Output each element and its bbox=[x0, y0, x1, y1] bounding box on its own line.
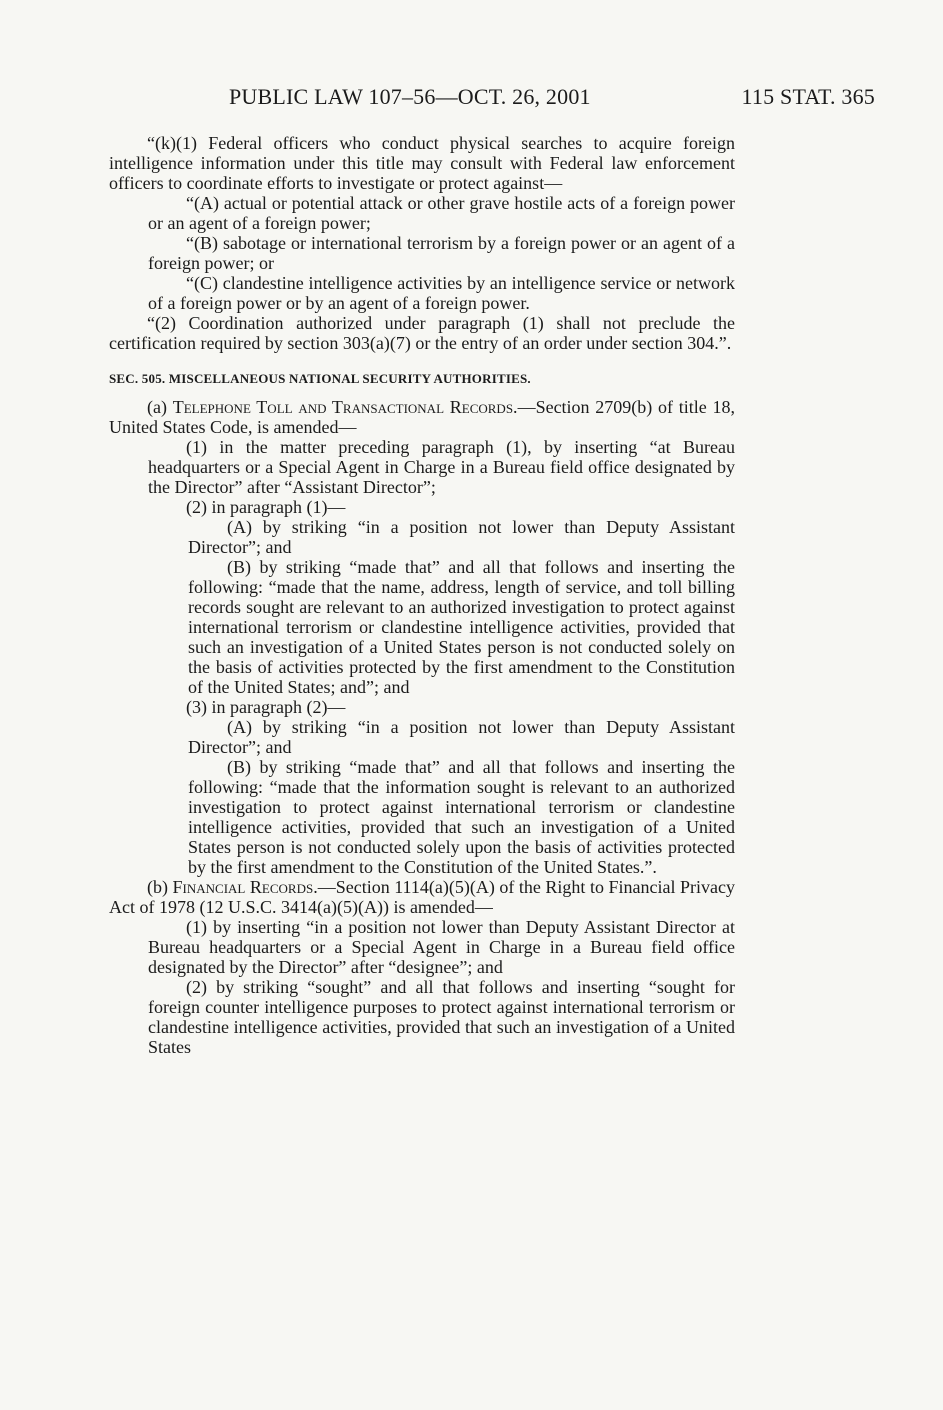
paragraph-a3: (3) in paragraph (2)— bbox=[186, 697, 346, 717]
page-header bbox=[0, 84, 943, 114]
paragraph-k2: “(2) Coordination authorized under paragraph (1) shall not preclude the certification required by section 303(a)(7) or the entry of an order under section 304.”. bbox=[109, 313, 735, 353]
paragraph-k1-intro: “(k)(1) Federal officers who conduct physical searches to acquire foreign intelligence information under this title may consult with Federal law enforcement officers to coordinate efforts to investigate or protect against— bbox=[109, 133, 735, 193]
paragraph-a3-a: (A) by striking “in a position not lower than Deputy Assistant Director”; and bbox=[188, 717, 735, 757]
paragraph-a2-a: (A) by striking “in a position not lower than Deputy Assistant Director”; and bbox=[188, 517, 735, 557]
section-heading: SEC. 505. MISCELLANEOUS NATIONAL SECURITY AUTHORITIES. bbox=[109, 371, 531, 386]
paragraph-b1: (1) by inserting “in a position not lower than Deputy Assistant Director at Bureau headquarters or a Special Agent in Charge in a Bureau field office designated by the Director” after “designee”; and bbox=[148, 917, 735, 977]
paragraph-k1-b: “(B) sabotage or international terrorism by a foreign power or an agent of a foreign power; or bbox=[148, 233, 735, 273]
subsection-a-text: —Section 2709(b) of title 18, United States Code, is amended— bbox=[109, 397, 736, 437]
running-head-title: PUBLIC LAW 107–56—OCT. 26, 2001 bbox=[229, 84, 591, 109]
subsection-b-heading: Financial Records. bbox=[172, 877, 318, 897]
paragraph-b2: (2) by striking “sought” and all that follows and inserting “sought for foreign counter intelligence purposes to protect against international terrorism or clandestine intelligence activities, provided that such an investigation of a United States bbox=[148, 977, 735, 1057]
subsection-b-label: (b) bbox=[147, 877, 168, 897]
paragraph-a2-b: (B) by striking “made that” and all that follows and inserting the following: “made that the name, address, length of service, and toll billing records sought are relevant to an authorized investigation to protect against international terrorism or clandestine intelligence activities, provided that such an investigation of a United States person is not conducted solely on the basis of activities protected by the first amendment to the Constitution of the United States; and”; and bbox=[188, 557, 735, 697]
paragraph-a3-b: (B) by striking “made that” and all that follows and inserting the following: “made that the information sought is relevant to an authorized investigation to protect against international terrorism or clandestine intelligence activities, provided that such an investigation of a United States person is not conducted solely upon the basis of activities protected by the first amendment to the Constitution of the United States.”. bbox=[188, 757, 735, 877]
paragraph-k1-c: “(C) clandestine intelligence activities by an intelligence service or network of a foreign power or by an agent of a foreign power. bbox=[148, 273, 735, 313]
subsection-b-text: —Section 1114(a)(5)(A) of the Right to Financial Privacy Act of 1978 (12 U.S.C. 3414(a)(5)(A)) is amended— bbox=[109, 877, 735, 917]
paragraph-a2: (2) in paragraph (1)— bbox=[186, 497, 346, 517]
statute-page-number: 115 STAT. 365 bbox=[741, 84, 875, 109]
paragraph-k1-a: “(A) actual or potential attack or other grave hostile acts of a foreign power or an agent of a foreign power; bbox=[148, 193, 735, 233]
subsection-a-heading: Telephone Toll and Transactional Records. bbox=[172, 397, 518, 417]
subsection-b bbox=[109, 877, 735, 917]
subsection-a-label: (a) bbox=[147, 397, 167, 417]
document-body bbox=[109, 133, 735, 1057]
paragraph-a1: (1) in the matter preceding paragraph (1), by inserting “at Bureau headquarters or a Special Agent in Charge in a Bureau field office designated by the Director” after “Assistant Director”; bbox=[148, 437, 735, 497]
subsection-a bbox=[109, 397, 735, 437]
